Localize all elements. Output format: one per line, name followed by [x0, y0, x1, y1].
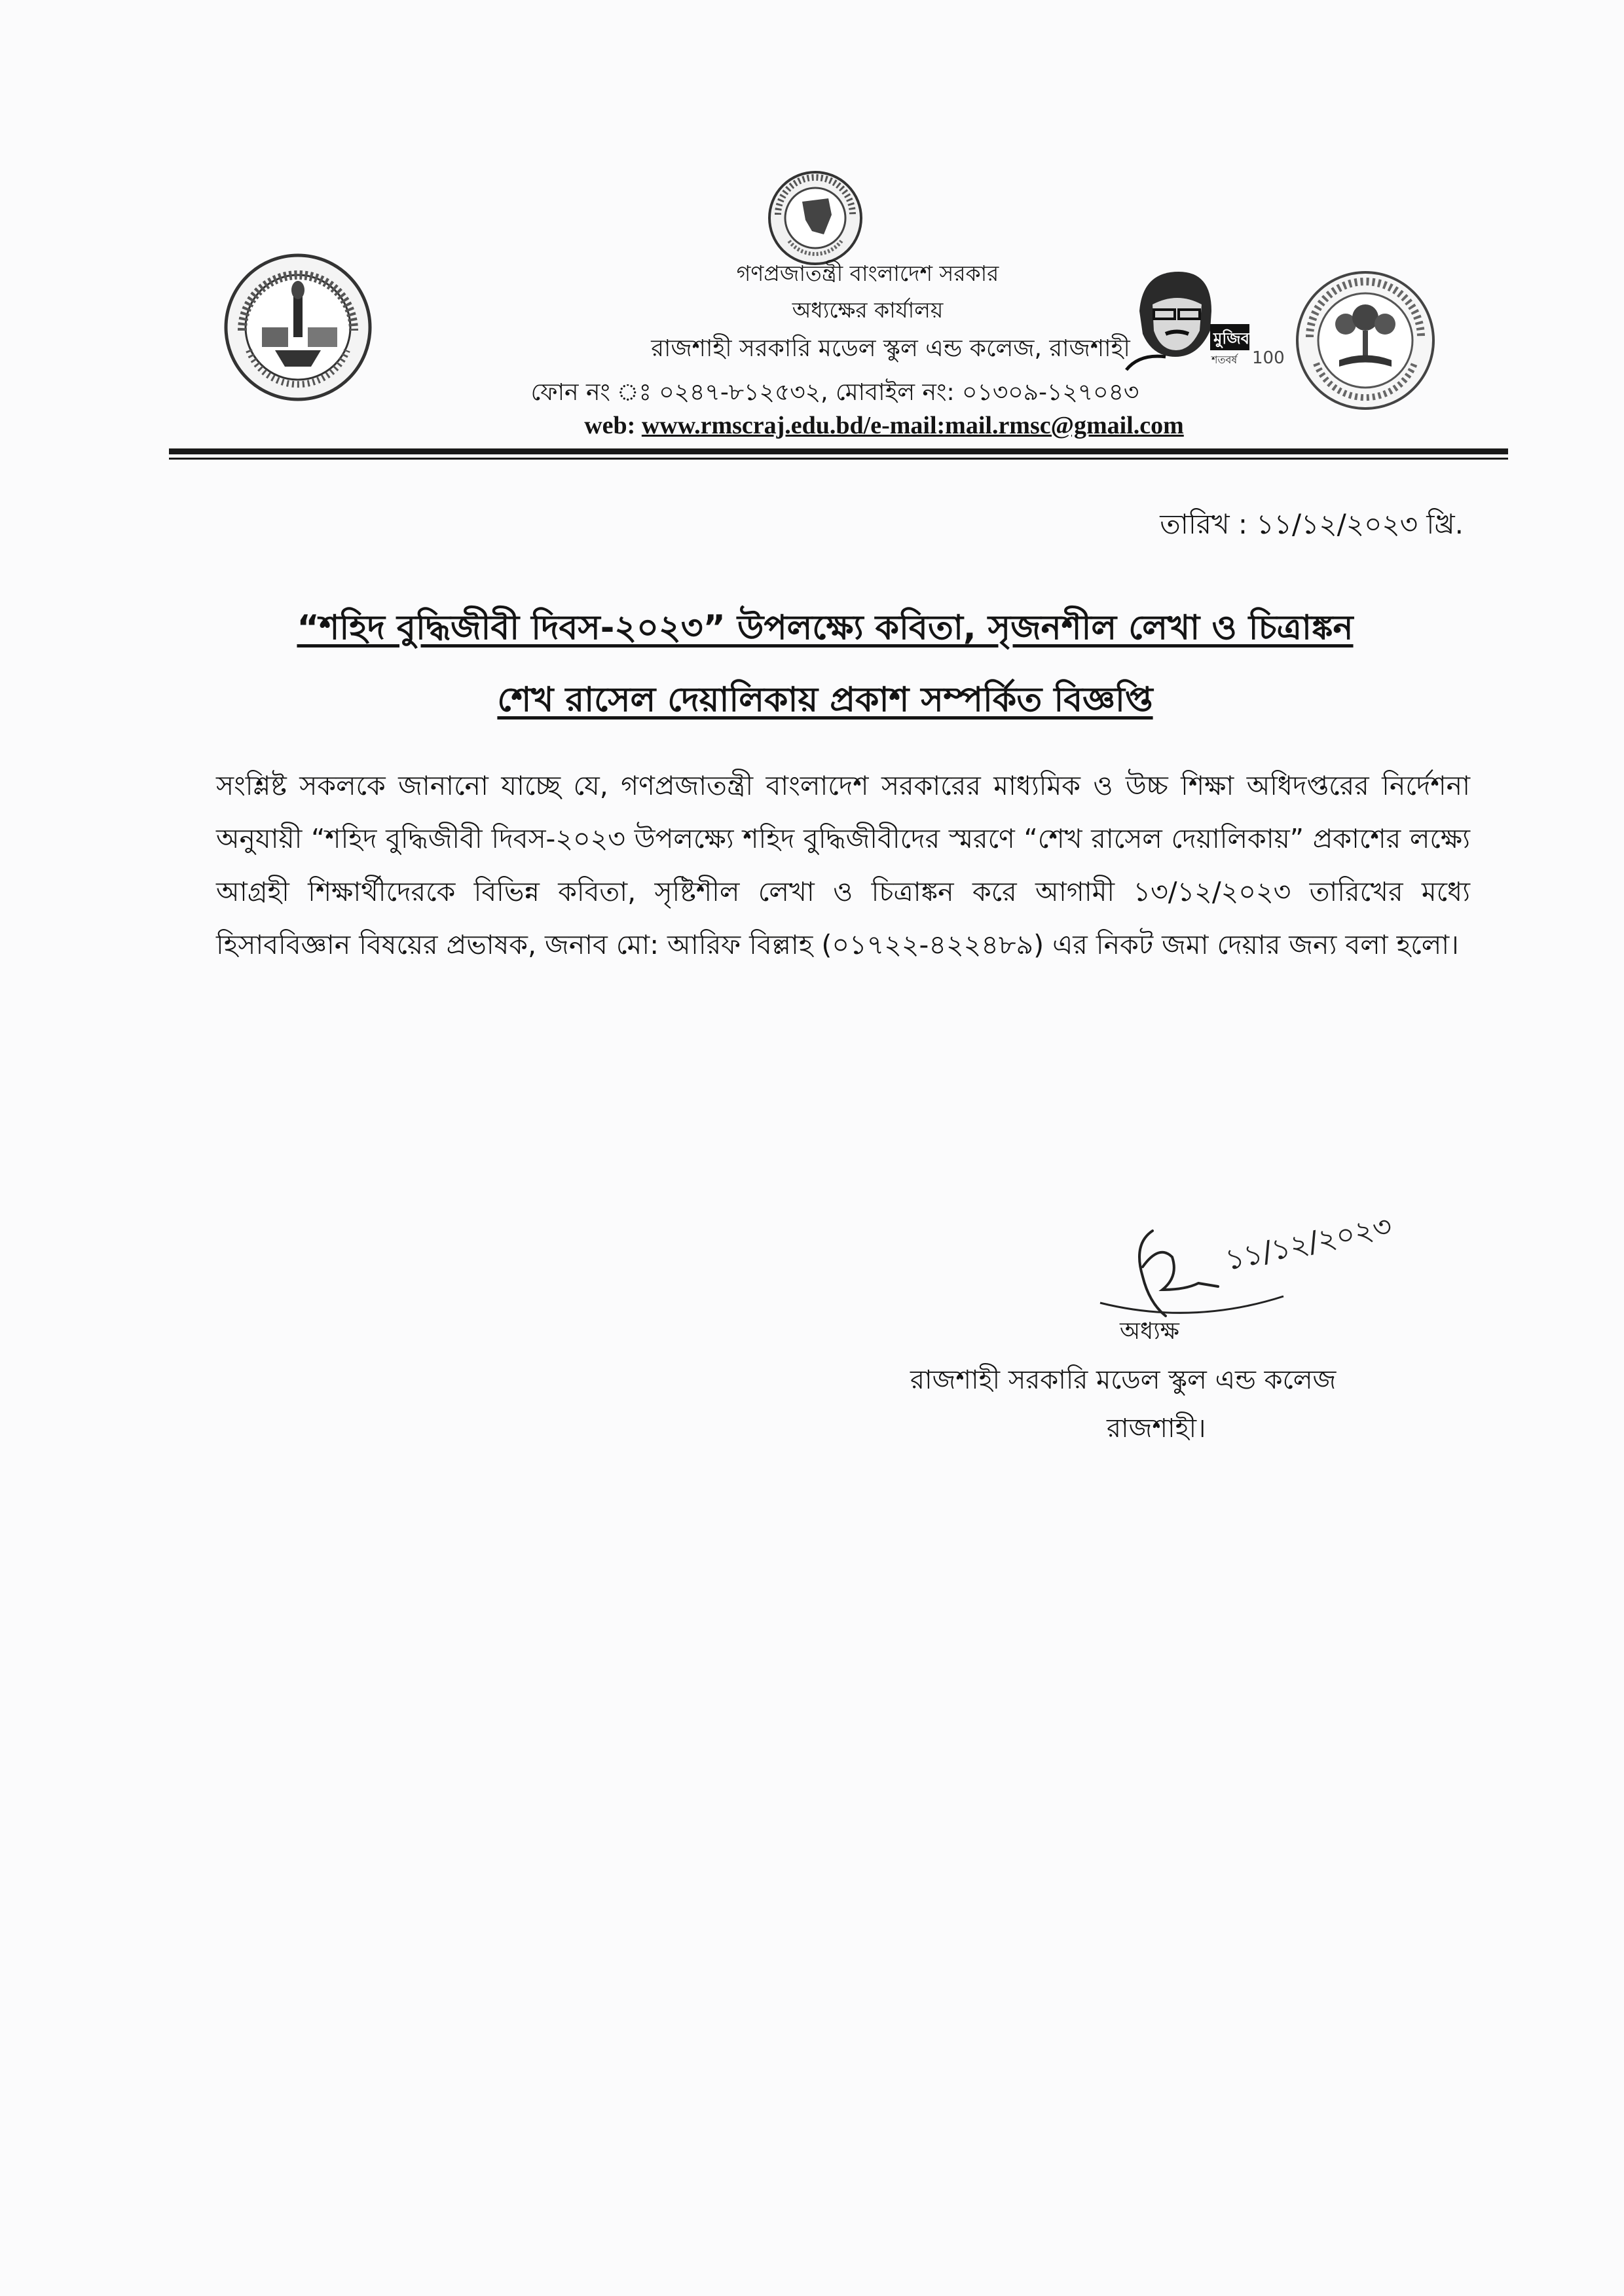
- notice-title-line2: শেখ রাসেল দেয়ালিকায় প্রকাশ সম্পর্কিত বিজ্ঞপ্তি: [497, 680, 1153, 720]
- mujib-logo-number: 100: [1252, 348, 1285, 368]
- header-divider-thin: [169, 458, 1508, 460]
- web-prefix: web:: [584, 412, 642, 439]
- education-emblem-icon: [1293, 268, 1437, 412]
- notice-title-line1: “শহিদ বুদ্ধিজীবী দিবস-২০২৩” উপলক্ষ্যে কবিতা, সৃজনশীল লেখা ও চিত্রাঙ্কন: [297, 608, 1354, 647]
- mujib-logo-subtext: শতবর্ষ: [1211, 354, 1238, 366]
- notice-date: তারিখ : ১১/১২/২০২৩ খ্রি.: [1160, 508, 1464, 540]
- header-office: অধ্যক্ষের কার্যালয়: [792, 297, 944, 323]
- signature-city: রাজশাহী।: [1107, 1413, 1206, 1444]
- header-institution: রাজশাহী সরকারি মডেল স্কুল এন্ড কলেজ, রাজশাহী: [651, 335, 1130, 362]
- header-web: [458, 411, 1310, 440]
- notice-body: সংশ্লিষ্ট সকলকে জানানো যাচ্ছে যে, গণপ্রজাতন্ত্রী বাংলাদেশ সরকারের মাধ্যমিক ও উচ্চ শিক্ষা অধিদপ্তরের নির্দেশনা অনুযায়ী “শহিদ বুদ্ধিজীবী দিবস-২০২৩ উপলক্ষ্যে শহিদ বুদ্ধিজীবীদের স্মরণে “শেখ রাসেল দেয়ালিকায়” প্রকাশের লক্ষ্যে আগ্রহী শিক্ষার্থীদেরকে বিভিন্ন কবিতা, সৃষ্টিশীল লেখা ও চিত্রাঙ্কন করে আগামী ১৩/১২/২০২৩ তারিখের মধ্যে হিসাববিজ্ঞান বিষয়ের প্রভাষক, জনাব মো: আরিফ বিল্লাহ (০১৭২২-৪২২৪৮৯) এর নিকট জমা দেয়ার জন্য বলা হলো।: [216, 770, 1470, 960]
- bangladesh-gov-seal-icon: [766, 169, 864, 267]
- header-phone: ফোন নং ঃ ০২৪৭-৮১২৫৩২, মোবাইল নং: ০১৩০৯-১২৭০৪৩: [530, 379, 1139, 406]
- school-seal-icon: [223, 252, 373, 403]
- header-government: গণপ্রজাতন্ত্রী বাংলাদেশ সরকার: [736, 261, 999, 286]
- header-divider-thick: [169, 448, 1508, 454]
- web-link[interactable]: www.rmscraj.edu.bd/e-mail:mail.rmsc@gmail.com: [641, 412, 1184, 439]
- signature-institution: রাজশাহী সরকারি মডেল স্কুল এন্ড কলেজ: [910, 1365, 1337, 1395]
- signature-date: ১১/১২/২০২৩: [1222, 1209, 1395, 1277]
- mujib-logo-text: মুজিব: [1213, 329, 1250, 348]
- signature-designation: অধ্যক্ষ: [1120, 1318, 1179, 1345]
